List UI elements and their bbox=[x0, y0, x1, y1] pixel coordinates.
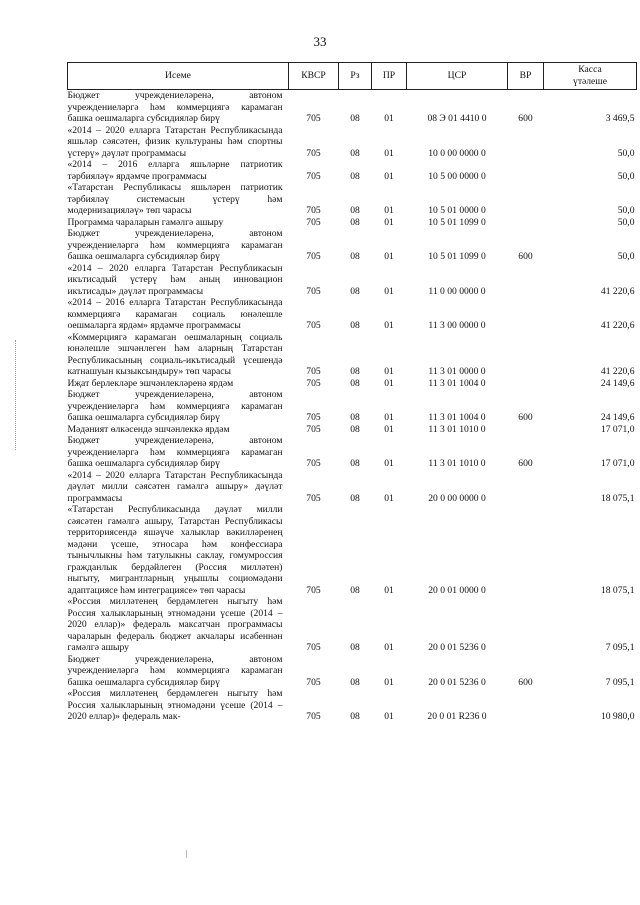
cell-vr bbox=[508, 263, 544, 298]
cell-rz: 08 bbox=[350, 366, 360, 377]
cell-rz: 08 bbox=[350, 251, 360, 262]
cell-pr: 01 bbox=[384, 285, 394, 297]
table-row bbox=[68, 688, 637, 723]
header-pr: ПР bbox=[372, 63, 407, 90]
cell-kvsr: 705 bbox=[306, 113, 321, 124]
cell-csr: 11 0 00 0000 0 bbox=[428, 285, 486, 297]
cell-amount: 41 220,6 bbox=[600, 320, 635, 331]
cell-amount: 17 071,0 bbox=[600, 458, 635, 469]
cell-amount: 41 220,6 bbox=[600, 366, 635, 377]
cell-vr bbox=[508, 332, 544, 378]
cell-pr: 01 bbox=[384, 423, 394, 435]
table-row bbox=[68, 654, 637, 689]
cell-pr: 01 bbox=[384, 711, 394, 722]
cell-vr bbox=[508, 125, 544, 160]
cell-csr: 10 5 01 0000 0 bbox=[428, 205, 486, 216]
cell-rz: 08 bbox=[350, 642, 360, 653]
cell-amount: 7 095,1 bbox=[605, 676, 635, 688]
margin-marks bbox=[15, 340, 17, 450]
cell-amount: 50,0 bbox=[617, 251, 635, 262]
cell-kvsr: 705 bbox=[306, 492, 321, 504]
cell-pr: 01 bbox=[384, 642, 394, 653]
cell-name: «Татарстан Республикасы яшьләрен патриотик тәрбияләү системасын үстерү һәм модернизацияләү» төп чарасы bbox=[67, 182, 283, 216]
cell-name: «2014 – 2020 елларга Татарстан Республикасында дәүләт милли сәясәтен гамәлгә ашыру» дәүләт программасы bbox=[67, 469, 283, 504]
table-row bbox=[68, 217, 637, 229]
header-kvsr: КВСР bbox=[289, 63, 339, 90]
cell-rz: 08 bbox=[350, 320, 360, 331]
cell-rz: 08 bbox=[350, 676, 360, 688]
cell-rz: 08 bbox=[350, 377, 360, 389]
table-row bbox=[68, 332, 637, 378]
cell-vr bbox=[508, 159, 544, 182]
cell-pr: 01 bbox=[384, 320, 394, 331]
cell-rz: 08 bbox=[350, 412, 360, 423]
table-row bbox=[68, 435, 637, 470]
cell-csr: 11 3 00 0000 0 bbox=[428, 320, 486, 331]
cell-vr: 600 bbox=[518, 251, 533, 262]
header-csr: ЦСР bbox=[407, 63, 508, 90]
cell-kvsr: 705 bbox=[306, 642, 321, 653]
cell-vr: 600 bbox=[518, 113, 533, 124]
page-number: 33 bbox=[313, 34, 327, 49]
table-row bbox=[68, 470, 637, 505]
cell-vr bbox=[508, 378, 544, 390]
cell-rz: 08 bbox=[350, 113, 360, 124]
cell-kvsr: 705 bbox=[306, 205, 321, 216]
cell-pr: 01 bbox=[384, 113, 394, 124]
table-row bbox=[68, 297, 637, 332]
cell-rz: 08 bbox=[350, 584, 360, 596]
cell-amount: 17 071,0 bbox=[600, 423, 635, 435]
cell-vr bbox=[508, 424, 544, 436]
cell-name: «Россия милләтенең бердәмлеген ныгыту һәм Россия халыкларының этномәдәни үсеше (2014 – 2020 еллар)» федераль максатчан программасы чараларын федераль бюджет акчалары исәбеннән гамәлгә ашыру bbox=[67, 596, 283, 653]
cell-kvsr: 705 bbox=[306, 251, 321, 262]
cell-kvsr: 705 bbox=[306, 170, 321, 182]
cell-rz: 08 bbox=[350, 492, 360, 504]
cell-csr: 10 5 01 1099 0 bbox=[428, 251, 486, 262]
cell-vr: 600 bbox=[518, 676, 533, 688]
cell-vr bbox=[508, 470, 544, 505]
cell-pr: 01 bbox=[384, 492, 394, 504]
table-row bbox=[68, 159, 637, 182]
cell-name: «2014 – 2020 елларга Татарстан Республикасында яшьләр сәясәтен, физик культураны һәм спортны үстерү» дәүләт программасы bbox=[67, 124, 283, 159]
cell-rz: 08 bbox=[350, 147, 360, 159]
header-kassa-line2: үтәлеше bbox=[573, 76, 607, 87]
cell-amount: 3 469,5 bbox=[605, 113, 635, 124]
cell-rz: 08 bbox=[350, 170, 360, 182]
cell-name: «Коммерциягә карамаган оешмаларның социаль юнәлешле эшчәнлеген һәм аларның Татарстан Республикасының социаль-икътисадый үсешендә катнашуын кызыксындыру» төп чарасы bbox=[67, 331, 283, 377]
cell-name: «Татарстан Республикасында дәүләт милли сәясәтен гамәлгә ашыру, Татарстан Республикасы территориясендә яшәүче халыклар вәкилләренең мәдәни үсеше, этносара һәм конфессиара тынычлыкны һәм татулыкны саклау, гомумроссия гражданлык бердәйлеген (Россия милләтен) ныгыту, мигрантларның уңышлы социомәдәни адаптациясе һәм интеграциясе» төп чарасы bbox=[67, 504, 283, 596]
header-name: Исеме bbox=[68, 63, 289, 90]
cell-pr: 01 bbox=[384, 458, 394, 469]
cell-amount: 24 149,6 bbox=[600, 377, 635, 389]
cell-kvsr: 705 bbox=[306, 366, 321, 377]
cell-name: «2014 – 2016 елларга Татарстан Республикасында коммерциягә карамаган социаль юнәлешле оешмаларга ярдәм» ярдәмче программасы bbox=[67, 297, 283, 331]
cell-name: «2014 – 2020 елларга Татарстан Республикасын икътисадый үстерү һәм аның инновацион икътисады» дәүләт программасы bbox=[67, 262, 283, 297]
table-row bbox=[68, 228, 637, 263]
header-kassa bbox=[544, 63, 637, 90]
cell-amount: 10 980,0 bbox=[600, 711, 635, 722]
cell-name: Бюджет учреждениеләренә, автоном учреждениеләргә һәм коммерциягә карамаган башка оешмаларга субсидияләр бирү bbox=[67, 90, 283, 124]
budget-table-container bbox=[67, 62, 636, 723]
cell-kvsr: 705 bbox=[306, 147, 321, 159]
cell-csr: 11 3 01 1010 0 bbox=[428, 423, 486, 435]
cell-rz: 08 bbox=[350, 423, 360, 435]
cell-kvsr: 705 bbox=[306, 423, 321, 435]
cell-rz: 08 bbox=[350, 458, 360, 469]
table-row bbox=[68, 182, 637, 217]
table-row bbox=[68, 504, 637, 596]
cell-vr: 600 bbox=[518, 412, 533, 423]
cell-pr: 01 bbox=[384, 412, 394, 423]
cell-amount: 41 220,6 bbox=[600, 285, 635, 297]
cell-vr bbox=[508, 504, 544, 596]
cell-name: Мәдәният өлкәсендә эшчәнлеккә ярдәм bbox=[67, 423, 230, 435]
cell-pr: 01 bbox=[384, 147, 394, 159]
cell-csr: 11 3 01 0000 0 bbox=[428, 366, 486, 377]
cell-kvsr: 705 bbox=[306, 285, 321, 297]
cell-pr: 01 bbox=[384, 205, 394, 216]
cell-amount: 18 075,1 bbox=[600, 492, 635, 504]
cell-vr bbox=[508, 688, 544, 723]
cell-csr: 10 5 01 1099 0 bbox=[428, 216, 486, 228]
cell-kvsr: 705 bbox=[306, 320, 321, 331]
cell-name: Бюджет учреждениеләренә, автоном учреждениеләргә һәм коммерциягә карамаган башка оешмаларга субсидияләр бирү bbox=[67, 389, 283, 423]
cell-csr: 20 0 01 5236 0 bbox=[428, 642, 486, 653]
table-row bbox=[68, 90, 637, 125]
table-row bbox=[68, 596, 637, 654]
cell-kvsr: 705 bbox=[306, 412, 321, 423]
cell-amount: 7 095,1 bbox=[605, 642, 635, 653]
header-rz: Рз bbox=[339, 63, 372, 90]
cell-pr: 01 bbox=[384, 366, 394, 377]
cell-kvsr: 705 bbox=[306, 377, 321, 389]
table-header-row bbox=[68, 63, 637, 90]
cell-csr: 20 0 01 0000 0 bbox=[428, 584, 486, 596]
cell-vr: 600 bbox=[518, 458, 533, 469]
cell-amount: 24 149,6 bbox=[600, 412, 635, 423]
cell-amount: 50,0 bbox=[617, 216, 635, 228]
cell-vr bbox=[508, 297, 544, 332]
table-row bbox=[68, 378, 637, 390]
cell-kvsr: 705 bbox=[306, 216, 321, 228]
table-row bbox=[68, 424, 637, 436]
cell-name: Иҗат берлекләре эшчәнлекләренә ярдәм bbox=[67, 377, 234, 389]
cell-kvsr: 705 bbox=[306, 711, 321, 722]
cell-amount: 18 075,1 bbox=[600, 584, 635, 596]
cell-name: Бюджет учреждениеләренә, автоном учреждениеләргә һәм коммерциягә карамаган башка оешмаларга субсидияләр бирү bbox=[67, 228, 283, 262]
cell-rz: 08 bbox=[350, 711, 360, 722]
budget-table bbox=[67, 62, 637, 723]
cell-vr bbox=[508, 182, 544, 217]
cell-csr: 11 3 01 1004 0 bbox=[428, 412, 486, 423]
cell-kvsr: 705 bbox=[306, 458, 321, 469]
cell-pr: 01 bbox=[384, 251, 394, 262]
cell-vr bbox=[508, 217, 544, 229]
cell-name: Бюджет учреждениеләренә, автоном учреждениеләргә һәм коммерциягә карамаган башка оешмаларга субсидияләр бирү bbox=[67, 435, 283, 469]
cell-amount: 50,0 bbox=[617, 205, 635, 216]
cell-pr: 01 bbox=[384, 584, 394, 596]
margin-tick bbox=[186, 850, 187, 858]
cell-csr: 20 0 00 0000 0 bbox=[428, 492, 486, 504]
table-row bbox=[68, 263, 637, 298]
cell-amount: 50,0 bbox=[617, 147, 635, 159]
header-kassa-line1: Касса bbox=[578, 64, 602, 75]
cell-csr: 20 0 01 R236 0 bbox=[427, 711, 487, 722]
cell-name: Бюджет учреждениеләренә, автоном учреждениеләргә һәм коммерциягә карамаган башка оешмаларга субсидияләр бирү bbox=[67, 653, 283, 688]
cell-name: «2014 – 2016 елларга яшьләрне патриотик тәрбияләү» ярдәмче программасы bbox=[67, 159, 283, 182]
cell-kvsr: 705 bbox=[306, 584, 321, 596]
cell-csr: 11 3 01 1010 0 bbox=[428, 458, 486, 469]
table-body bbox=[68, 90, 637, 723]
cell-rz: 08 bbox=[350, 285, 360, 297]
cell-name: Программа чараларын гамәлгә ашыру bbox=[67, 216, 224, 228]
table-row bbox=[68, 389, 637, 424]
cell-pr: 01 bbox=[384, 377, 394, 389]
cell-kvsr: 705 bbox=[306, 676, 321, 688]
cell-amount: 50,0 bbox=[617, 170, 635, 182]
cell-pr: 01 bbox=[384, 216, 394, 228]
cell-csr: 08 Э 01 4410 0 bbox=[427, 113, 487, 124]
cell-csr: 10 0 00 0000 0 bbox=[428, 147, 486, 159]
cell-csr: 10 5 00 0000 0 bbox=[428, 170, 486, 182]
cell-pr: 01 bbox=[384, 676, 394, 688]
cell-csr: 11 3 01 1004 0 bbox=[428, 377, 486, 389]
cell-vr bbox=[508, 596, 544, 654]
cell-pr: 01 bbox=[384, 170, 394, 182]
cell-name: «Россия милләтенең бердәмлеген ныгыту һәм Россия халыкларының этномәдәни үсеше (2014 – 2020 еллар)» федераль мак- bbox=[67, 688, 283, 722]
table-row bbox=[68, 125, 637, 160]
cell-rz: 08 bbox=[350, 216, 360, 228]
cell-csr: 20 0 01 5236 0 bbox=[428, 676, 486, 688]
cell-rz: 08 bbox=[350, 205, 360, 216]
header-vr: ВР bbox=[508, 63, 544, 90]
